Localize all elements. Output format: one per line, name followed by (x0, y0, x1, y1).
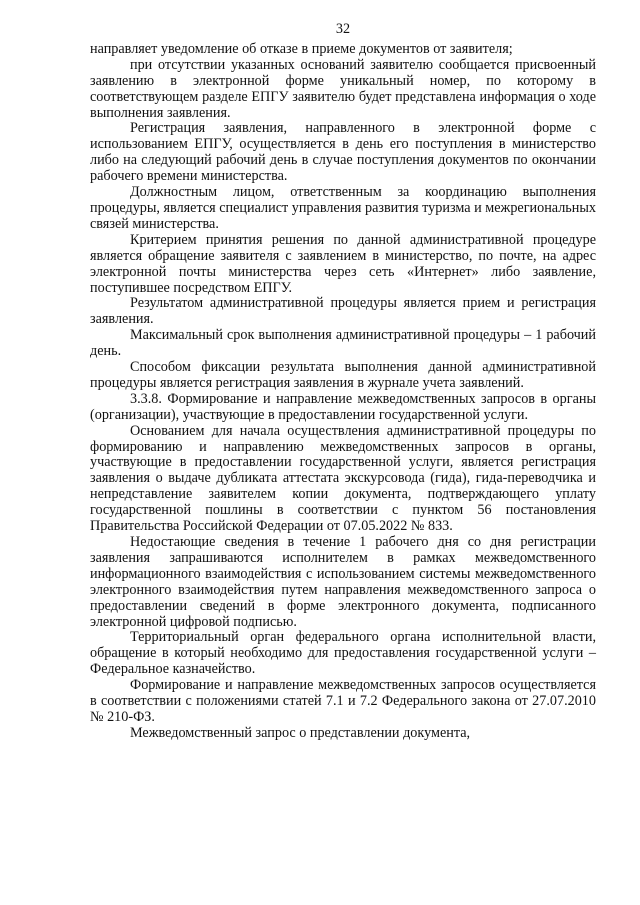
paragraph: при отсутствии указанных оснований заявителю сообщается присвоенный заявлению в электронной форме уникальный номер, по которому в соответствующем разделе ЕПГУ заявителю будет представлена информация о ходе выполнения заявления. (90, 56, 596, 121)
paragraph: Критерием принятия решения по данной административной процедуре является обращение заявителя с заявлением в министерство, по почте, на адрес электронной почты министерства через сеть «Интернет» либо заявление, поступившее посредством ЕПГУ. (90, 231, 596, 296)
document-body (90, 42, 596, 742)
paragraph: Результатом административной процедуры является прием и регистрация заявления. (90, 295, 596, 328)
paragraph: Основанием для начала осуществления административной процедуры по формированию и направлению межведомственных запросов в органы, участвующие в предоставлении государственной услуги, является регистрация заявления о выдаче дубликата аттестата экскурсовода (гида), гида-переводчика и непредставление заявителем копии документа, подтверждающего уплату государственной пошлины в соответствии с пунктом 56 постановления Правительства Российской Федерации от 07.05.2022 № 833. (90, 422, 596, 535)
paragraph: Должностным лицом, ответственным за координацию выполнения процедуры, является специалист управления развития туризма и межрегиональных связей министерства. (90, 184, 596, 232)
paragraph: 3.3.8. Формирование и направление межведомственных запросов в органы (организации), участвующие в предоставлении государственной услуги. (90, 390, 596, 423)
paragraph: направляет уведомление об отказе в приеме документов от заявителя; (90, 40, 513, 57)
paragraph: Территориальный орган федерального органа исполнительной власти, обращение в который необходимо для предоставления государственной услуги – Федеральное казначейство. (90, 629, 596, 678)
paragraph: Максимальный срок выполнения административной процедуры – 1 рабочий день. (90, 327, 596, 360)
paragraph: Способом фиксации результата выполнения данной административной процедуры является регистрация заявления в журнале учета заявлений. (90, 359, 596, 391)
document-page (90, 22, 596, 742)
paragraph: Межведомственный запрос о представлении документа, (130, 724, 471, 741)
paragraph: Формирование и направление межведомственных запросов осуществляется в соответствии с положениями статей 7.1 и 7.2 Федерального закона от 27.07.2010 № 210-ФЗ. (90, 677, 596, 725)
paragraph: Регистрация заявления, направленного в электронной форме с использованием ЕПГУ, осуществляется в день его поступления в министерство либо на следующий рабочий день в случае поступления документов по окончании рабочего времени министерства. (90, 120, 596, 185)
page-number: 32 (335, 21, 351, 37)
paragraph: Недостающие сведения в течение 1 рабочего дня со дня регистрации заявления запрашиваются исполнителем в рамках межведомственного информационного взаимодействия с использованием системы межведомственного электронного взаимодействия путем направления межведомственного запроса о предоставлении сведений в форме электронного документа, подписанного электронной цифровой подписью. (90, 534, 596, 630)
